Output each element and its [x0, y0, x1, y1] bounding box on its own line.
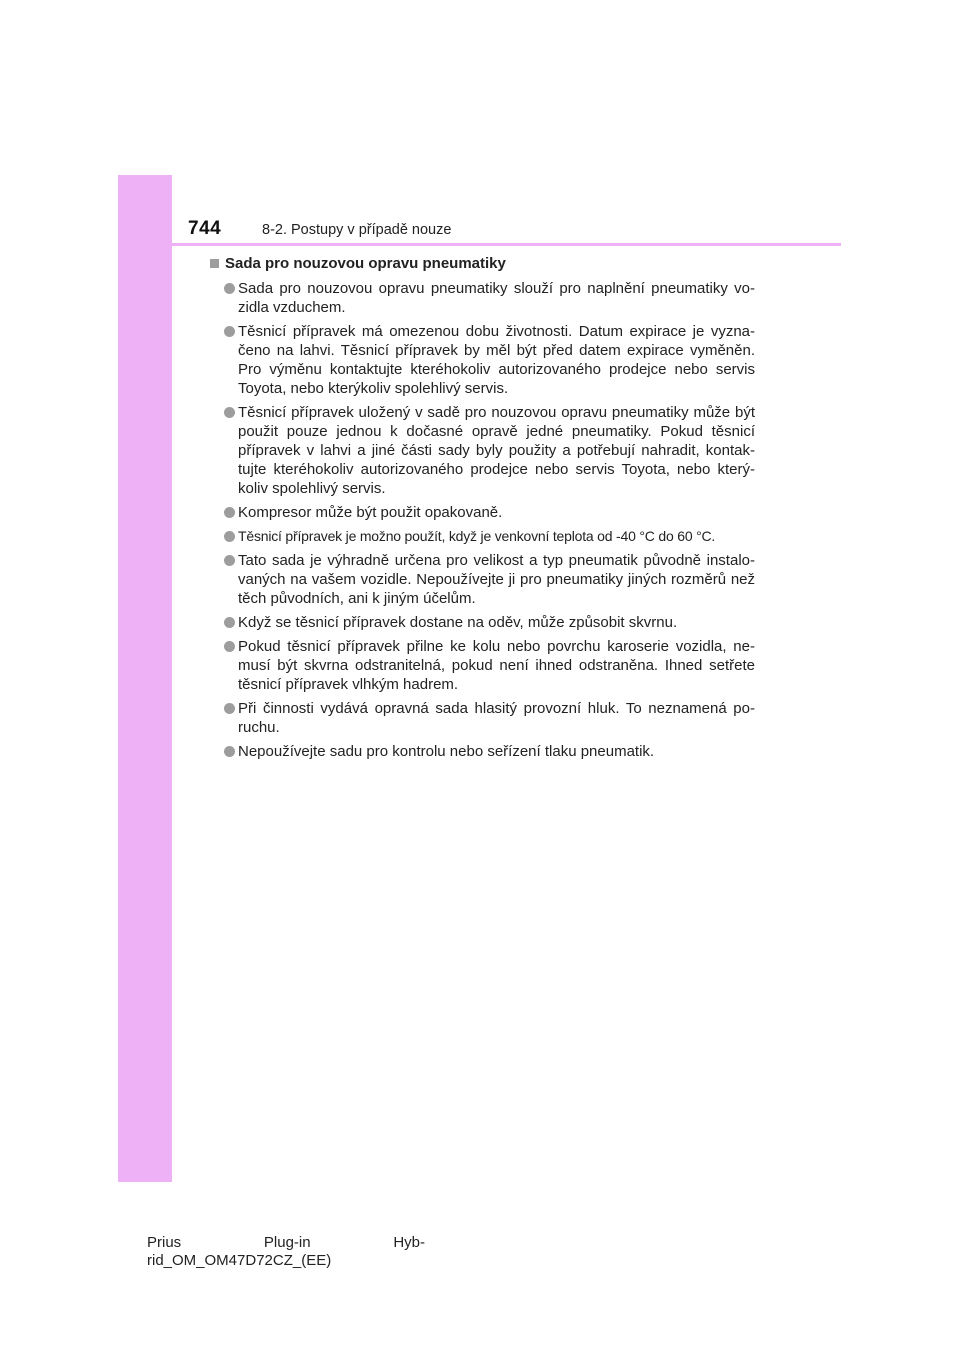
list-item — [210, 551, 755, 608]
list-item-text: Tato sada je výhradně určena pro velikost a typ pneumatik původně instalo-vaných na vašem vozidle. Nepoužívejte ji pro pneumatiky jiných rozměrů než těch původních, ani k jiným účelům. — [238, 552, 755, 607]
list-item — [210, 279, 755, 317]
list-item-text: Pokud těsnicí přípravek přilne ke kolu nebo povrchu karoserie vozidla, ne-musí být skvrna odstranitelná, pokud není ihned odstraněna. Ihned setřete těsnicí přípravek vlhkým hadrem. — [238, 638, 755, 693]
list-item — [210, 503, 755, 522]
footer — [147, 1234, 425, 1270]
square-bullet-icon — [210, 259, 219, 268]
circle-bullet-icon — [224, 746, 235, 757]
section-heading — [210, 254, 755, 274]
circle-bullet-icon — [224, 326, 235, 337]
list-item-text: Těsnicí přípravek má omezenou dobu životnosti. Datum expirace je vyzna-čeno na lahvi. Těsnicí přípravek by měl být před datem expirace vyměněn. Pro výměnu kontaktujte kteréhokoliv autorizovaného prodejce nebo servis Toyota, nebo kterýkoliv spolehlivý servis. — [238, 323, 755, 397]
list-item — [210, 403, 755, 498]
list-item-text: Kompresor může být použit opakovaně. — [238, 504, 503, 521]
list-item — [210, 637, 755, 694]
list-item-text: Nepoužívejte sadu pro kontrolu nebo seřízení tlaku pneumatik. — [238, 743, 655, 760]
main-content — [210, 254, 755, 766]
circle-bullet-icon — [224, 641, 235, 652]
footer-model: Prius — [147, 1234, 182, 1251]
list-item — [210, 699, 755, 737]
circle-bullet-icon — [224, 703, 235, 714]
page-number: 744 — [188, 218, 222, 239]
list-item-text: Těsnicí přípravek je možno použít, když je venkovní teplota od -40 °C do 60 °C. — [238, 528, 716, 544]
footer-line-1 — [147, 1234, 425, 1252]
header-rule — [118, 243, 841, 246]
footer-variant: Plug-in — [263, 1234, 311, 1251]
circle-bullet-icon — [224, 407, 235, 418]
list-item-text: Když se těsnicí přípravek dostane na oděv, může způsobit skvrnu. — [238, 614, 678, 631]
list-item — [210, 322, 755, 398]
bullet-list — [210, 279, 755, 761]
circle-bullet-icon — [224, 283, 235, 294]
section-heading-text: Sada pro nouzovou opravu pneumatiky — [225, 255, 506, 272]
list-item — [210, 742, 755, 761]
circle-bullet-icon — [224, 555, 235, 566]
footer-type: Hyb- — [393, 1234, 425, 1251]
list-item-text: Těsnicí přípravek uložený v sadě pro nouzovou opravu pneumatiky může být použit pouze jednou k dočasné opravě jedné pneumatiky. Pokud těsnicí přípravek v lahvi a jiné části sady byly použity a potřebují nahradit, kontak-tujte kteréhokoliv autorizovaného prodejce nebo servis Toyota, nebo který-koliv spolehlivý servis. — [238, 404, 755, 497]
circle-bullet-icon — [224, 617, 235, 628]
list-item-text: Sada pro nouzovou opravu pneumatiky slouží pro naplnění pneumatiky vo-zidla vzduchem. — [238, 280, 755, 316]
footer-line-2: rid_OM_OM47D72CZ_(EE) — [147, 1252, 332, 1269]
list-item-text: Při činnosti vydává opravná sada hlasitý provozní hluk. To neznamená po-ruchu. — [238, 700, 755, 736]
list-item — [210, 527, 755, 546]
circle-bullet-icon — [224, 531, 235, 542]
circle-bullet-icon — [224, 507, 235, 518]
section-title: 8-2. Postupy v případě nouze — [262, 222, 452, 238]
side-tab-bar — [118, 175, 172, 1182]
list-item — [210, 613, 755, 632]
